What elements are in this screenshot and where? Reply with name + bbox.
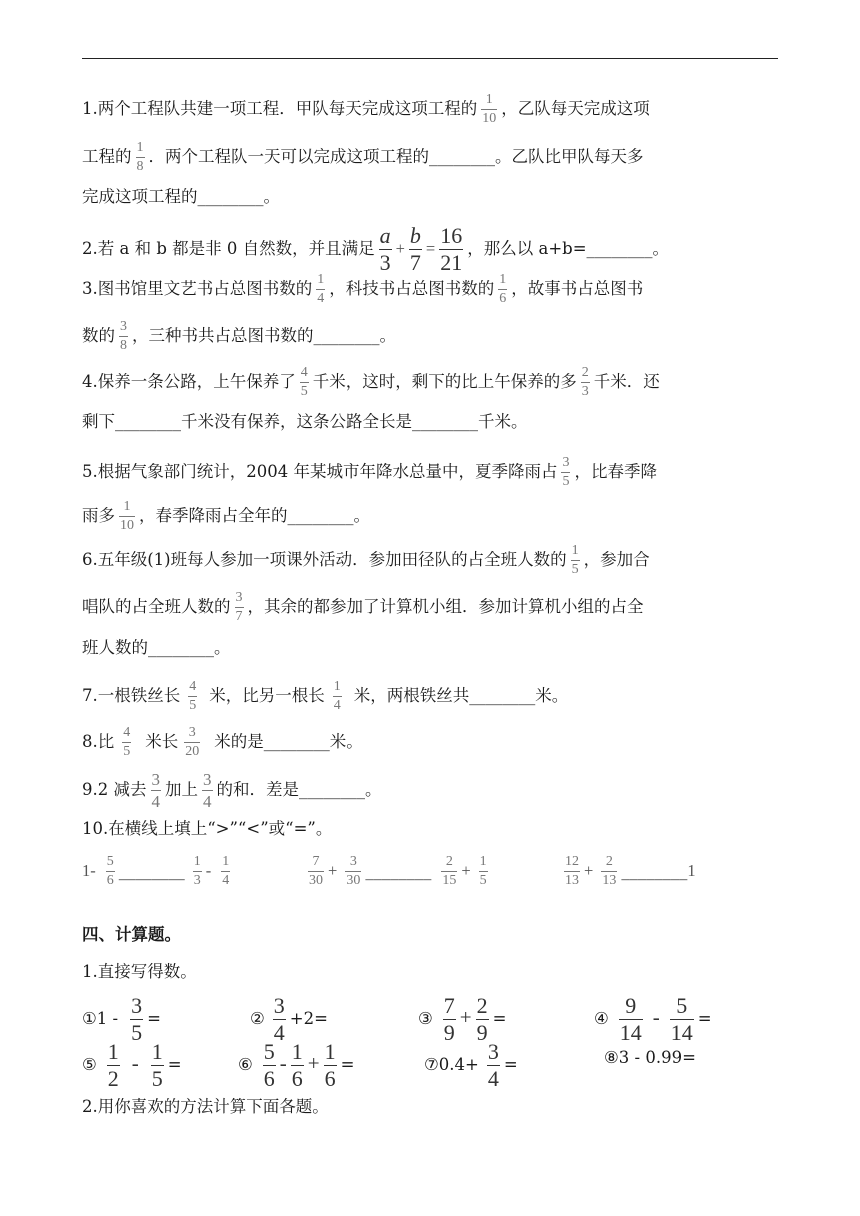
calc-item-3: ③ $\frac{7}{9}$ + $\frac{2}{9}$ = <box>418 993 507 1045</box>
calc-item-4: ④ $\frac{9}{14}$ - $\frac{5}{14}$ = <box>594 993 712 1045</box>
fraction: $\frac{1}{2}$ <box>107 1039 119 1091</box>
fraction: $\frac{2}{3}$ <box>581 365 589 399</box>
question-9-line-1: 9.2 减去 $\frac{3}{4}$ 加上 $\frac{3}{4}$ 的和．差是________。 <box>82 770 382 811</box>
fraction: $\frac{3}{7}$ <box>235 590 243 624</box>
fraction: $\frac{7}{9}$ <box>443 993 455 1045</box>
fraction: $\frac{16}{21}$ <box>440 223 463 275</box>
fraction: $\frac{5}{6}$ <box>106 854 114 888</box>
fraction: $\frac{3}{5}$ <box>562 455 570 489</box>
question-5-line-1: 5.根据气象部门统计，2004 年某城市年降水总量中，夏季降雨占 $\frac{3}{5}$ ，比春季降 <box>82 455 657 489</box>
compare-1: 1- $\frac{5}{6}$ ________ $\frac{1}{3}$ - $\frac{1}{4}$ <box>82 854 230 888</box>
fraction: $\frac{12}{13}$ <box>565 854 579 888</box>
fraction: $\frac{1}{8}$ <box>136 140 144 174</box>
question-4-line-1: 4.保养一条公路，上午保养了 $\frac{4}{5}$ 千米，这时，剩下的比上午保养的多 $\frac{2}{3}$ 千米．还 <box>82 365 660 399</box>
fraction: $\frac{3}{4}$ <box>203 770 212 811</box>
fraction: $\frac{7}{30}$ <box>309 854 323 888</box>
question-4-line-2: 剩下________千米没有保养，这条公路全长是________千米。 <box>82 412 528 431</box>
question-10-title: 10.在横线上填上“>”“<”或“=”。 <box>82 819 333 838</box>
fraction: $\frac{3}{5}$ <box>131 993 143 1045</box>
fraction: $\frac{3}{4}$ <box>487 1039 499 1091</box>
compare-2: $\frac{7}{30}$ + $\frac{3}{30}$ ________ $\frac{2}{15}$ + $\frac{1}{5}$ <box>309 854 487 888</box>
fraction: $\frac{1}{10}$ <box>120 499 134 533</box>
compare-3: $\frac{12}{13}$ + $\frac{2}{13}$ ________1 <box>565 854 696 888</box>
question-6-line-2: 唱队的占全班人数的 $\frac{3}{7}$ ，其余的都参加了计算机小组．参加计算机小组的占全 <box>82 590 644 624</box>
calc-item-2: ② $\frac{3}{4}$ +2= <box>250 993 328 1045</box>
fraction: $\frac{4}{5}$ <box>300 365 308 399</box>
fraction: $\frac{1}{6}$ <box>324 1039 336 1091</box>
calc-item-7: ⑦0.4+ $\frac{3}{4}$ = <box>424 1039 518 1091</box>
question-3-line-1: 3.图书馆里文艺书占总图书数的 $\frac{1}{4}$ ，科技书占总图书数的 $\frac{1}{6}$ ，故事书占总图书 <box>82 272 644 306</box>
fraction: $\frac{9}{14}$ <box>619 993 642 1045</box>
fraction: $\frac{1}{5}$ <box>571 543 579 577</box>
fraction: $\frac{1}{5}$ <box>151 1039 163 1091</box>
answer-blank[interactable]: ________ <box>118 861 185 880</box>
question-7-line-1: 7.一根铁丝长 $\frac{4}{5}$ 米，比另一根长 $\frac{1}{4}$ 米，两根铁丝共________米。 <box>82 679 569 713</box>
fraction: $\frac{3}{8}$ <box>120 319 127 353</box>
question-1-line-1: 1.两个工程队共建一项工程．甲队每天完成这项工程的 $\frac{1}{10}$ ，乙队每天完成这项 <box>82 92 650 126</box>
fraction: $\frac{5}{14}$ <box>670 993 693 1045</box>
fraction: $\frac{1}{3}$ <box>193 854 201 888</box>
question-1-line-2: 工程的 $\frac{1}{8}$ ．两个工程队一天可以完成这项工程的________。乙队比甲队每天多 <box>82 140 644 174</box>
calc-item-5: ⑤ $\frac{1}{2}$ - $\frac{1}{5}$ = <box>82 1039 182 1091</box>
fraction: $\frac{3}{20}$ <box>185 725 200 759</box>
answer-blank[interactable]: ________ <box>365 861 432 880</box>
fraction: $\frac{1}{4}$ <box>222 854 230 888</box>
fraction: $\frac{2}{13}$ <box>602 854 617 888</box>
question-2-line-1: 2.若 a 和 b 都是非 0 自然数，并且满足 $\frac{a}{3}$ + $\frac{b}{7}$ = $\frac{16}{21}$ ，那么以 a+b=________。 <box>82 223 670 275</box>
section-heading: 四、计算题。 <box>82 925 181 944</box>
answer-blank[interactable]: ________ <box>621 861 688 880</box>
question-6-line-1: 6.五年级(1)班每人参加一项课外活动．参加田径队的占全班人数的 $\frac{1}{5}$ ，参加合 <box>82 543 650 577</box>
top-rule <box>82 58 778 59</box>
calc-1-title: 1.直接写得数。 <box>82 962 197 981</box>
fraction: $\frac{5}{6}$ <box>263 1039 275 1091</box>
fraction: $\frac{3}{4}$ <box>273 993 285 1045</box>
calc-item-8: ⑧3 - 0.99= <box>604 1048 696 1067</box>
fraction: $\frac{2}{9}$ <box>476 993 488 1045</box>
fraction: $\frac{1}{10}$ <box>482 92 497 126</box>
calc-2-title: 2.用你喜欢的方法计算下面各题。 <box>82 1097 329 1116</box>
question-8-line-1: 8.比 $\frac{4}{5}$ 米长 $\frac{3}{20}$ 米的是________米。 <box>82 725 363 759</box>
fraction: $\frac{3}{30}$ <box>346 854 361 888</box>
fraction: $\frac{1}{6}$ <box>291 1039 303 1091</box>
fraction: $\frac{b}{7}$ <box>409 223 421 275</box>
question-6-line-3: 班人数的________。 <box>82 638 231 657</box>
fraction: $\frac{3}{4}$ <box>151 770 160 811</box>
fraction: $\frac{a}{3}$ <box>379 223 391 275</box>
question-3-line-2: 数的 $\frac{3}{8}$ ，三种书共占总图书数的________。 <box>82 319 396 353</box>
calc-item-6: ⑥ $\frac{5}{6}$ - $\frac{1}{6}$ + $\frac{1}{6}$ = <box>238 1039 355 1091</box>
question-1-line-3: 完成这项工程的________。 <box>82 187 280 206</box>
fraction: $\frac{2}{15}$ <box>442 854 457 888</box>
fraction: $\frac{1}{4}$ <box>333 679 341 713</box>
fraction: $\frac{1}{6}$ <box>499 272 507 306</box>
fraction: $\frac{4}{5}$ <box>123 725 131 759</box>
fraction: $\frac{1}{5}$ <box>479 854 487 888</box>
fraction: $\frac{1}{4}$ <box>317 272 325 306</box>
question-5-line-2: 雨多 $\frac{1}{10}$ ，春季降雨占全年的________。 <box>82 499 370 533</box>
calc-item-1: ①1 - $\frac{3}{5}$ = <box>82 993 161 1045</box>
fraction: $\frac{4}{5}$ <box>189 679 197 713</box>
